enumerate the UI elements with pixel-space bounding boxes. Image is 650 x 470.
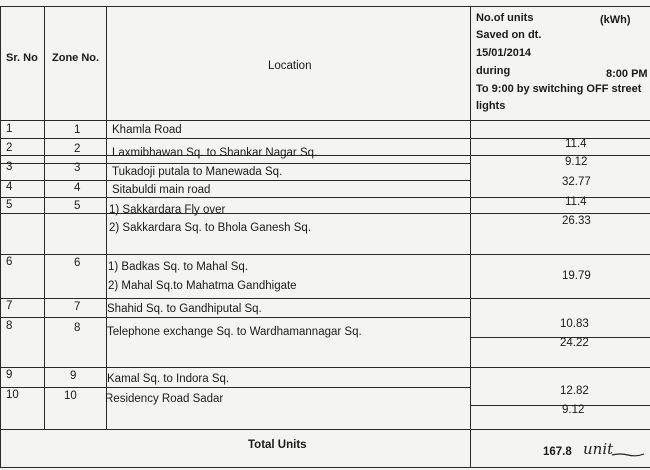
total-label: Total Units <box>248 439 307 451</box>
total-top-border <box>0 429 650 430</box>
sr-number: 4 <box>6 181 13 193</box>
col-border-left <box>0 6 1 468</box>
sr-number: 1 <box>6 123 13 135</box>
units-value: 19.79 <box>562 270 591 282</box>
zone-number: 4 <box>74 182 81 194</box>
table-top-border <box>0 6 650 7</box>
units-value: 26.33 <box>562 215 591 227</box>
header-units-line5: To 9:00 by switching OFF street <box>476 83 642 95</box>
location-text: Laxmibhawan Sq. to Shankar Nagar Sq. <box>112 147 318 159</box>
row-divider <box>0 138 650 139</box>
sr-number: 5 <box>6 199 13 211</box>
units-value: 9.12 <box>565 156 588 168</box>
units-value: 11.4 <box>565 196 587 208</box>
zone-number: 10 <box>64 390 77 402</box>
header-sr-no: Sr. No <box>6 52 38 64</box>
col-border-location <box>470 6 471 468</box>
header-bottom-border <box>0 120 650 121</box>
header-units-kwh: (kWh) <box>600 14 631 26</box>
location-text: Khamla Road <box>112 124 182 136</box>
row-divider <box>0 298 650 299</box>
zone-number: 3 <box>74 162 81 174</box>
units-value: 9.12 <box>562 404 585 416</box>
row-divider <box>0 213 650 214</box>
sr-number: 3 <box>6 161 13 173</box>
location-text: Kamal Sq. to Indora Sq. <box>107 373 230 385</box>
header-units-line1: No.of units <box>476 12 534 24</box>
header-zone-no: Zone No. <box>52 52 100 64</box>
row-divider <box>0 387 470 388</box>
header-units-line2: Saved on dt. <box>476 29 542 41</box>
units-value: 11.4 <box>565 138 587 150</box>
row-divider <box>0 254 650 255</box>
zone-number: 2 <box>74 143 81 155</box>
row-divider <box>0 317 470 318</box>
location-text: Shahid Sq. to Gandhiputal Sq. <box>107 303 262 315</box>
total-value: 167.8 <box>543 446 572 458</box>
sr-number: 7 <box>6 300 13 312</box>
zone-number: 7 <box>74 301 81 313</box>
zone-number: 5 <box>74 200 81 212</box>
zone-number: 6 <box>74 257 81 269</box>
units-value: 10.83 <box>560 318 589 330</box>
row-divider <box>470 405 650 406</box>
header-units-line6: lights <box>476 100 506 112</box>
col-border-sr <box>44 6 45 430</box>
units-value: 32.77 <box>562 176 591 188</box>
location-text: 2) Sakkardara Sq. to Bhola Ganesh Sq. <box>109 222 312 234</box>
row-divider <box>0 163 470 164</box>
row-divider <box>0 155 650 156</box>
location-text: 1) Sakkardara Fly over <box>109 204 226 216</box>
sr-number: 6 <box>6 256 13 268</box>
location-text: Residency Road Sadar <box>105 393 224 405</box>
zone-number: 8 <box>74 322 81 334</box>
header-units-line3: 15/01/2014 <box>476 47 532 59</box>
location-text: Sitabuldi main road <box>112 184 211 196</box>
header-location: Location <box>268 60 312 72</box>
row-divider <box>0 180 470 181</box>
location-text: 2) Mahal Sq.to Mahatma Gandhigate <box>108 280 297 292</box>
sr-number: 9 <box>6 369 13 381</box>
sr-number: 8 <box>6 320 13 332</box>
col-border-zone <box>106 6 107 430</box>
header-units-line4: during <box>476 65 511 77</box>
sr-number: 2 <box>6 142 13 154</box>
handwritten-dash <box>610 449 646 459</box>
location-text: 1) Badkas Sq. to Mahal Sq. <box>108 261 248 273</box>
zone-number: 1 <box>74 124 81 136</box>
units-value: 24.22 <box>560 337 589 349</box>
location-text: Telephone exchange Sq. to Wardhamannagar Sq. <box>107 326 362 338</box>
table-bottom-border <box>0 467 650 468</box>
zone-number: 9 <box>70 370 77 382</box>
handwritten-unit-annotation: unit <box>583 440 614 458</box>
header-units-time: 8:00 PM <box>606 68 648 80</box>
row-divider <box>0 197 650 198</box>
units-value: 12.82 <box>560 385 589 397</box>
row-divider <box>0 367 650 368</box>
location-text: Tukadoji putala to Manewada Sq. <box>112 166 283 178</box>
sr-number: 10 <box>6 389 19 401</box>
